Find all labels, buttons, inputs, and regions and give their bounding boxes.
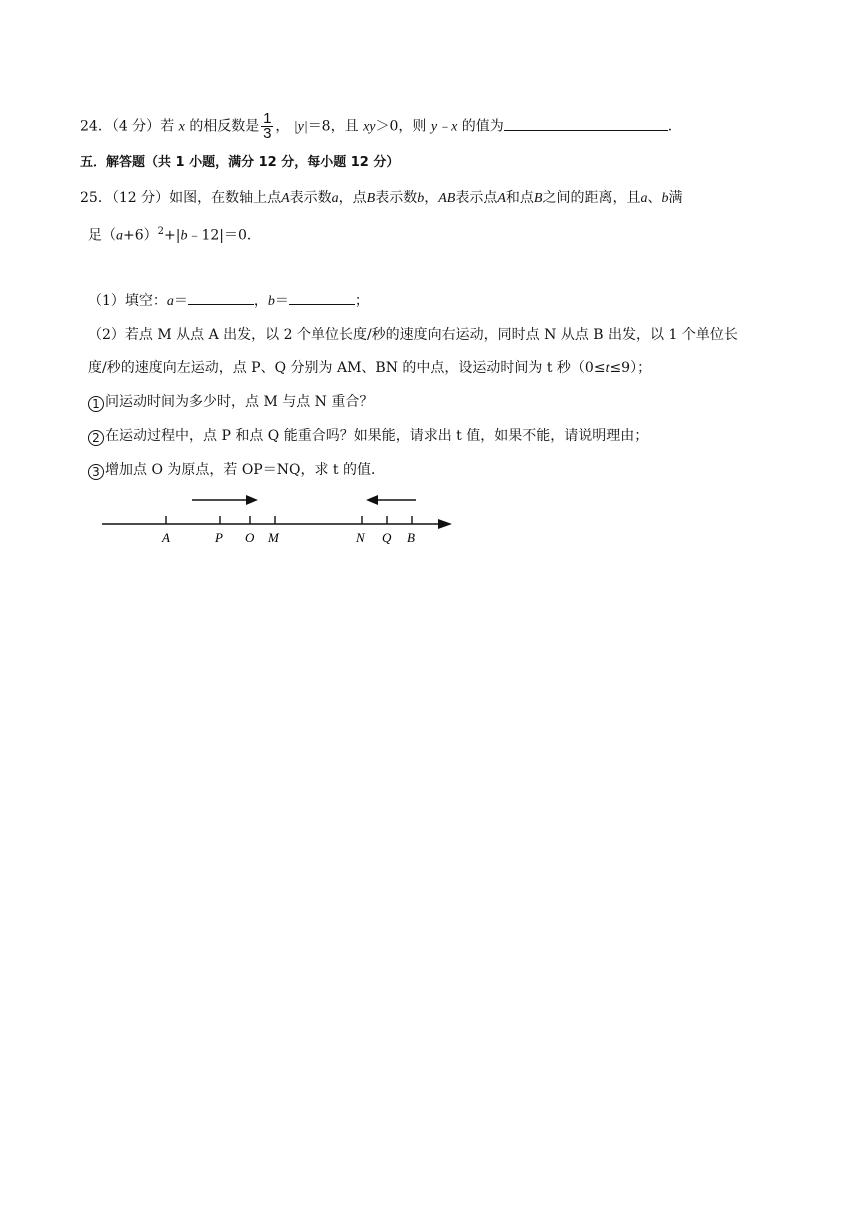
text: 满 bbox=[668, 190, 683, 206]
text: +| bbox=[164, 227, 181, 244]
var-A: A bbox=[497, 191, 506, 206]
text: 的值为 bbox=[461, 118, 504, 135]
text: ≤9）； bbox=[609, 360, 652, 376]
subquestion-3 bbox=[88, 460, 385, 480]
var-b: b bbox=[267, 294, 275, 309]
question-score: （4 分） bbox=[111, 118, 161, 135]
question-25-line2 bbox=[88, 222, 261, 247]
var-a: a bbox=[166, 294, 174, 309]
var-B: B bbox=[366, 191, 376, 206]
fraction-denominator: 3 bbox=[263, 125, 272, 142]
label-A: A bbox=[162, 530, 170, 545]
fraction-numerator: 1 bbox=[263, 110, 272, 127]
abs-y: |y| bbox=[293, 119, 308, 135]
answer-blank-a[interactable] bbox=[188, 290, 254, 305]
text: 的相反数是 bbox=[189, 118, 260, 135]
superscript: 2 bbox=[157, 226, 165, 237]
text: +6） bbox=[123, 227, 158, 244]
label-O: O bbox=[245, 530, 255, 545]
fraction-one-third bbox=[261, 112, 273, 141]
expr-y-minus-x: y﹣x bbox=[430, 119, 458, 135]
text: 问运动时间为多少时，点 M 与点 N 重合？ bbox=[105, 394, 374, 410]
axis-arrow-head bbox=[438, 519, 452, 529]
text: 度/秒的速度向左运动，点 P、Q 分别为 AM、BN 的中点，设运动时间为 t 秒（0≤ bbox=[88, 360, 606, 376]
part-2-line1: （2）若点 M 从点 A 出发，以 2 个单位长度/秒的速度向右运动，同时点 N 从点 B 出发，以 1 个单位长 bbox=[88, 327, 738, 343]
text: ＞0，则 bbox=[375, 118, 427, 135]
text: ， bbox=[424, 190, 439, 206]
text: 和点 bbox=[505, 190, 534, 206]
text: 如图，在数轴上点 bbox=[169, 190, 282, 206]
text: 增加点 O 为原点，若 OP＝NQ，求 t 的值． bbox=[105, 462, 385, 478]
text: ＝ bbox=[173, 293, 188, 309]
question-number: 25． bbox=[80, 190, 112, 206]
text: 之间的距离，且 bbox=[542, 190, 641, 206]
question-number: 24． bbox=[80, 118, 112, 135]
text: ﹣12|＝0． bbox=[187, 227, 261, 244]
text: 在运动过程中，点 P 和点 Q 能重合吗？如果能，请求出 t 值，如果不能，请说明理由； bbox=[105, 428, 649, 444]
text: 足（ bbox=[88, 227, 116, 244]
label-Q: Q bbox=[382, 530, 392, 545]
number-line-diagram bbox=[100, 488, 460, 550]
text: ． bbox=[667, 118, 682, 135]
section-heading: 五．解答题（共 1 小题，满分 12 分，每小题 12 分） bbox=[80, 155, 400, 170]
text: 表示数 bbox=[375, 190, 418, 206]
text: ； bbox=[354, 293, 369, 309]
subquestion-1 bbox=[88, 392, 373, 412]
text: 表示点 bbox=[455, 190, 498, 206]
var-xy: xy bbox=[363, 119, 376, 135]
text: 表示数 bbox=[289, 190, 332, 206]
answer-blank[interactable] bbox=[504, 116, 668, 131]
text: ＝8，且 bbox=[307, 118, 359, 135]
left-arrow-head bbox=[366, 495, 378, 505]
text: 、 bbox=[647, 190, 662, 206]
label-M: M bbox=[268, 530, 279, 545]
label-B: B bbox=[407, 530, 415, 545]
part-1 bbox=[88, 290, 369, 312]
var-t: t bbox=[605, 361, 610, 376]
right-arrow-head bbox=[246, 495, 258, 505]
var-a: a bbox=[640, 191, 648, 206]
subquestion-2 bbox=[88, 426, 648, 446]
text: ， bbox=[253, 293, 268, 309]
var-a: a bbox=[331, 191, 339, 206]
circled-number-3: 3 bbox=[88, 464, 104, 480]
part-label: （1）填空： bbox=[88, 293, 167, 309]
circled-number-2: 2 bbox=[88, 430, 104, 446]
var-b: b bbox=[180, 228, 188, 244]
var-b: b bbox=[661, 191, 669, 206]
question-25-line1 bbox=[80, 188, 682, 209]
text: ＝ bbox=[274, 293, 289, 309]
var-AB: AB bbox=[438, 191, 456, 206]
var-B: B bbox=[533, 191, 543, 206]
text: ， bbox=[275, 118, 290, 135]
label-P: P bbox=[215, 530, 223, 545]
part-2-line2 bbox=[88, 358, 651, 379]
text: ，点 bbox=[338, 190, 367, 206]
var-a: a bbox=[116, 228, 123, 244]
circled-number-1: 1 bbox=[88, 396, 104, 412]
question-24 bbox=[80, 112, 682, 141]
text: 若 bbox=[160, 118, 175, 135]
var-A: A bbox=[281, 191, 290, 206]
question-score: （12 分） bbox=[111, 190, 170, 206]
label-N: N bbox=[356, 530, 365, 545]
var-x: x bbox=[178, 119, 185, 135]
var-b: b bbox=[417, 191, 425, 206]
answer-blank-b[interactable] bbox=[289, 290, 355, 305]
